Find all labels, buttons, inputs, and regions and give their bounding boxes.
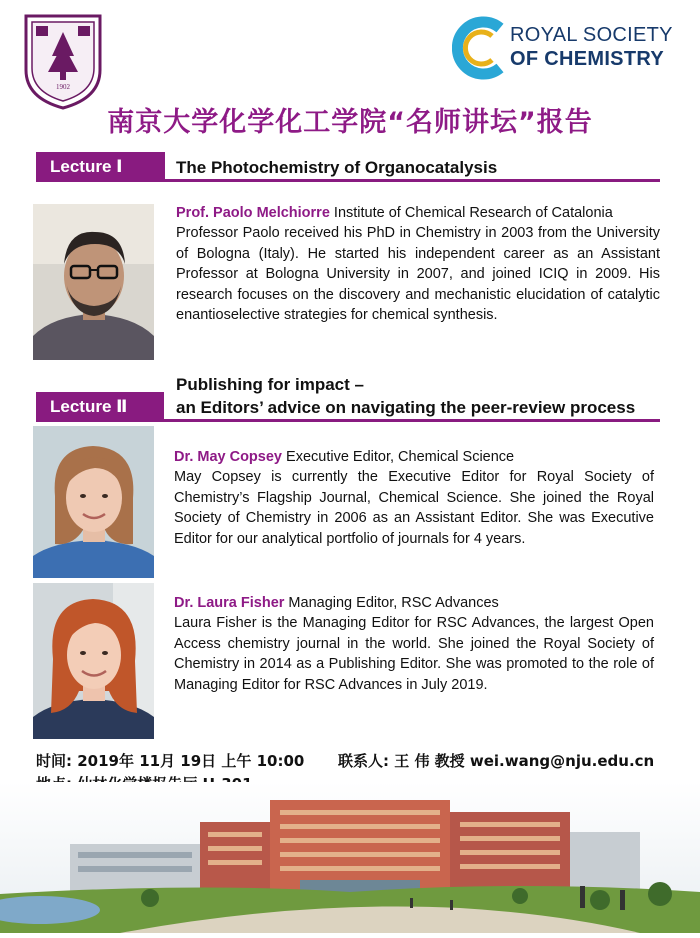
lecture-2-title-line2: an Editors’ advice on navigating the peer-review process [176, 398, 636, 417]
speaker-photo-copsey [33, 426, 154, 578]
campus-building-image [0, 782, 700, 933]
speaker-bio-melchiorre [176, 203, 660, 325]
speaker-bio-text: Laura Fisher is the Managing Editor for RSC Advances, the largest Open Access chemistry journal in the world. She joined the Royal Society of Chemistry in 2014 as a Publishing Editor. She was promoted to the role of Managing Editor for RSC Advances in July 2019. [174, 615, 654, 693]
event-contact: 联系人: 王 伟 教授 wei.wang@nju.edu.cn [338, 752, 655, 770]
rsc-logo [452, 14, 684, 84]
nanjing-university-logo [22, 12, 104, 110]
svg-text:1902: 1902 [56, 83, 70, 91]
lecture-1-tab: Lecture Ⅰ [36, 152, 165, 182]
speaker-name: Prof. Paolo Melchiorre [176, 205, 330, 221]
speaker-bio-copsey [174, 447, 654, 549]
lecture-2-divider [164, 419, 660, 422]
speaker-photo-melchiorre [33, 204, 154, 360]
event-title: 南京大学化学化工学院“名师讲坛”报告 [107, 107, 593, 138]
rsc-logo-line1: ROYAL SOCIETY [510, 24, 673, 46]
speaker-affiliation: Executive Editor, Chemical Science [282, 449, 515, 465]
speaker-bio-text: Professor Paolo received his PhD in Chemistry in 2003 from the University of Bologna (Italy). He started his independent career as an Assistant Professor at Bologna University in 2007, and joined ICIQ in 2009. His research focuses on the discovery and mechanistic elucidation of catalytic enantioselective strategies for chemical synthesis. [176, 225, 660, 324]
lecture-2-tab: Lecture Ⅱ [36, 392, 164, 422]
speaker-affiliation: Institute of Chemical Research of Catalonia [329, 205, 613, 221]
lecture-2-title-line1: Publishing for impact – [176, 375, 364, 394]
rsc-logo-icon [452, 16, 508, 80]
speaker-bio-fisher [174, 593, 654, 695]
speaker-name: Dr. May Copsey [174, 449, 282, 465]
lecture-1-title: The Photochemistry of Organocatalysis [176, 158, 498, 177]
speaker-affiliation: Managing Editor, RSC Advances [284, 595, 499, 611]
speaker-photo-fisher [33, 583, 154, 739]
event-time: 时间: 2019年 11月 19日 上午 10:00 [36, 752, 305, 770]
lecture-1-divider [165, 179, 660, 182]
speaker-name: Dr. Laura Fisher [174, 595, 285, 611]
speaker-bio-text: May Copsey is currently the Executive Editor for Royal Society of Chemistry’s Flagship Journal, Chemical Science. She joined the Royal Society of Chemistry in 2006 as an Assistant Editor. She was Executive Editor for our analytical portfolio of journals for 4 years. [174, 469, 654, 547]
rsc-logo-line2: OF CHEMISTRY [510, 48, 664, 70]
